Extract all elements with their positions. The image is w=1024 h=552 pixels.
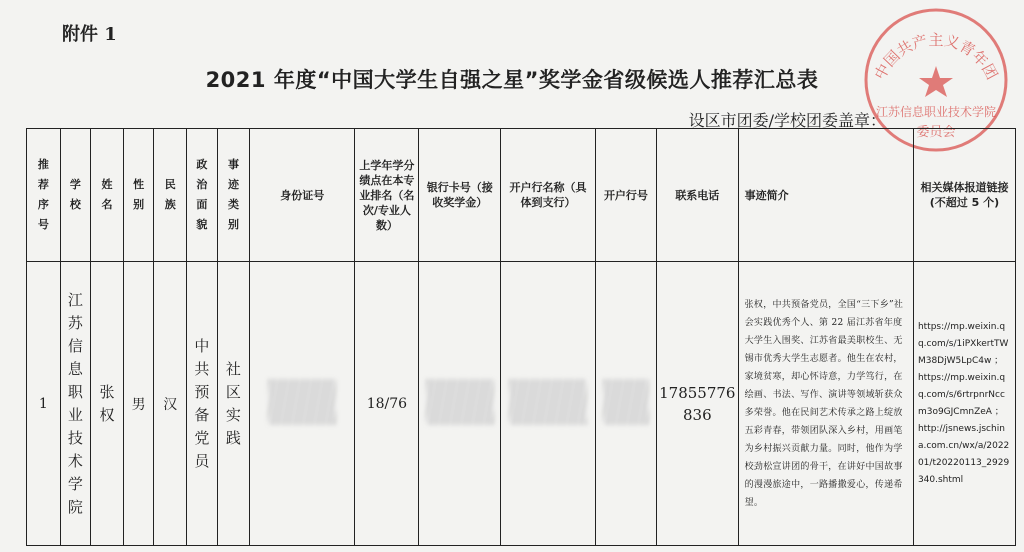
cell-category: 社区实践	[217, 262, 250, 546]
attachment-label: 附件 1	[62, 24, 117, 45]
header-school: 学校	[60, 129, 91, 262]
media-link[interactable]: https://mp.weixin.qq.com/s/1iPXkertTWM38DjW5LpC4w ；	[917, 321, 1009, 366]
cell-ethnicity: 汉	[154, 262, 187, 546]
header-bank-code: 开户行号	[595, 129, 656, 262]
media-link[interactable]: https://mp.weixin.qq.com/s/6rtrpnrNccm3o9GJCmnZeA ；	[917, 372, 1006, 417]
table-header-row	[27, 129, 1016, 262]
header-summary: 事迹简介	[738, 129, 913, 262]
cell-politics: 中共预备党员	[187, 262, 218, 546]
redacted-blur	[426, 379, 494, 425]
header-bank-card: 银行卡号（接收奖学金）	[419, 129, 501, 262]
header-politics: 政治面貌	[187, 129, 218, 262]
cell-bank-name-redacted	[501, 262, 596, 546]
seal-bottom-text-2: 委员会	[916, 125, 956, 140]
header-no: 推荐序号	[27, 129, 61, 262]
cell-gender: 男	[123, 262, 154, 546]
header-rank: 上学年学分绩点在本专业排名（名次/专业人数）	[355, 129, 419, 262]
header-id-number: 身份证号	[250, 129, 355, 262]
seal-top-text: 中国共产主义青年团	[870, 30, 1002, 83]
redacted-blur	[603, 379, 649, 425]
cell-name: 张权	[91, 262, 124, 546]
cell-bank-code-redacted	[595, 262, 656, 546]
redacted-blur	[268, 379, 336, 425]
cell-phone: 17855776836	[657, 262, 739, 546]
seal-star-icon	[919, 66, 953, 97]
cell-links	[913, 262, 1015, 546]
cell-summary: 张权，中共预备党员，全国“三下乡”社会实践优秀个人、第 22 届江苏省年度大学生入围奖、江苏省最美职校生、无锡市优秀大学生志愿者。他生在农村，家境贫寒，却心怀诗意，力学笃行，在绘画、书法、写作、演讲等领域斩获众多荣誉。他在民间艺术传承之路上绽放五彩青春，带领团队深入乡村，用画笔为乡村振兴贡献力量。同时，他作为学校劲松宣讲团的骨干，在讲好中国故事的漫漫旅途中，一路播撒爱心，传递希望。	[738, 262, 913, 546]
redacted-blur	[509, 379, 587, 425]
header-gender: 性别	[123, 129, 154, 262]
cell-school: 江苏信息职业技术学院	[60, 262, 91, 546]
cell-no: 1	[27, 262, 61, 546]
header-category: 事迹类别	[217, 129, 250, 262]
cell-rank: 18/76	[355, 262, 419, 546]
header-ethnicity: 民族	[154, 129, 187, 262]
header-links: 相关媒体报道链接(不超过 5 个)	[913, 129, 1015, 262]
header-bank-name: 开户行名称（具体到支行）	[501, 129, 596, 262]
header-phone: 联系电话	[657, 129, 739, 262]
cell-id-number-redacted	[250, 262, 355, 546]
media-link[interactable]: http://jsnews.jschina.com.cn/wx/a/202201/t20220113_2929340.shtml	[917, 423, 1010, 485]
cell-bank-card-redacted	[419, 262, 501, 546]
page-title: 2021 年度“中国大学生自强之星”奖学金省级候选人推荐汇总表	[205, 68, 819, 92]
seal-bottom-text: 江苏信息职业技术学院	[875, 105, 997, 119]
table-row	[27, 262, 1016, 546]
nomination-table	[26, 128, 1016, 546]
seal-line: 设区市团委/学校团委盖章：	[688, 111, 886, 130]
header-name: 姓名	[91, 129, 124, 262]
